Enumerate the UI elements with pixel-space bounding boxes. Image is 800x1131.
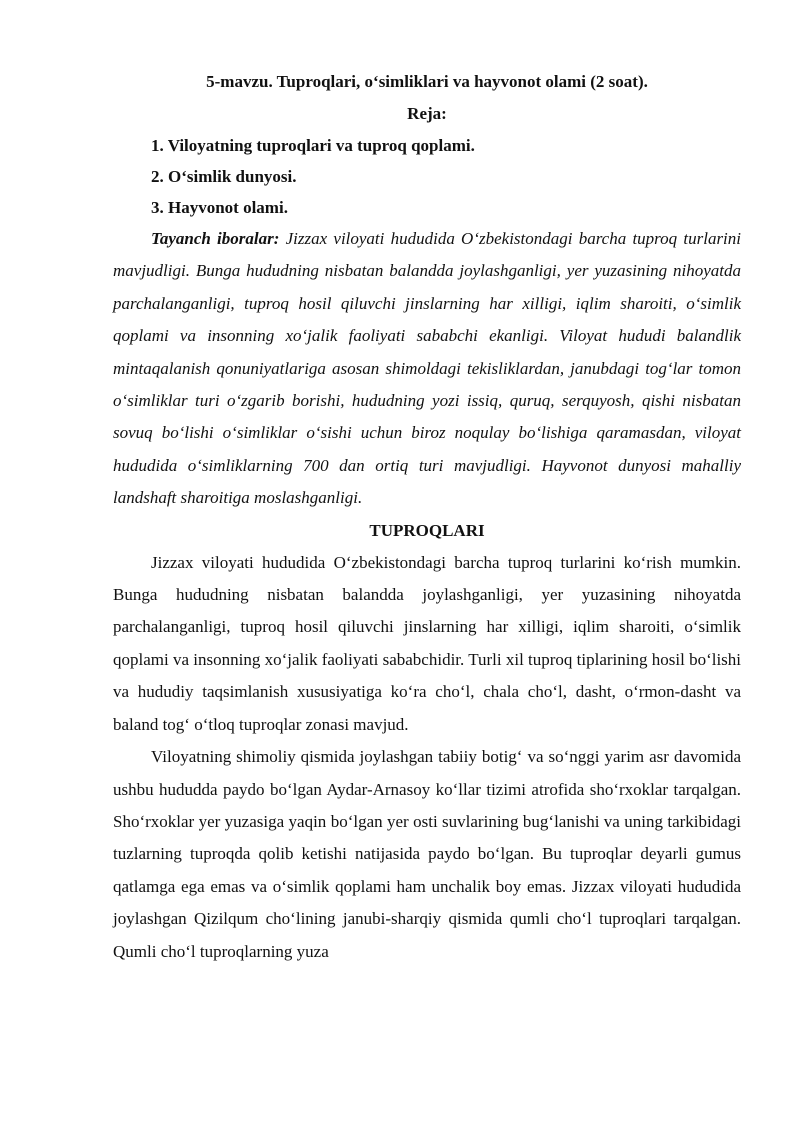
plan-item: 3. Hayvonot olami. [151, 198, 288, 217]
keywords-label: Tayanch iboralar: [151, 229, 280, 248]
plan-item: 1. Viloyatning tuproqlari va tuproq qoplami. [151, 136, 475, 155]
plan-heading: Reja: [407, 104, 447, 123]
plan-item: 2. O‘simlik dunyosi. [151, 167, 297, 186]
section-heading: TUPROQLARI [369, 520, 485, 540]
document-page [113, 66, 741, 968]
keywords-text: Jizzax viloyati hududida O‘zbekistondagi barcha tuproq turlarini mavjudligi. Bunga hududning nisbatan balandda joylashganligi, yer yuzasining nihoyatda parchalanganligi, tuproq hosil qiluvchi jinslarning har xilligi, iqlim sharoiti, o‘simlik qoplami va insonning xo‘jalik faoliyati sababchi ekanligi. Viloyat hududi balandlik mintaqalanish qonuniyatlariga asosan shimoldagi tekisliklardan, janubdagi tog‘lar tomon o‘simliklar turi o‘zgarib borishi, hududning yozi issiq, quruq, serquyosh, qishi nisbatan sovuq bo‘lishi o‘simliklar o‘sishi uchun biroz noqulay bo‘lishiga qaramasdan, viloyat hududida o‘simliklarning 700 dan ortiq turi mavjudligi. Hayvonot dunyosi mahalliy landshaft sharoitiga moslashganligi. [113, 229, 742, 508]
keywords-paragraph [113, 223, 741, 515]
body-paragraph: Viloyatning shimoliy qismida joylashgan tabiiy botig‘ va so‘nggi yarim asr davomida ushbu hududda paydo bo‘lgan Aydar-Arnasoy ko‘llar tizimi atrofida sho‘rxoklar tarqalgan. Sho‘rxoklar yer yuzasiga yaqin bo‘lgan yer osti suvlarining bug‘lanishi va uning tarkibidagi tuzlarning tuproqda qolib ketishi natijasida paydo bo‘lgan. Bu tuproqlar deyarli gumus qatlamga ega emas va o‘simlik qoplami ham unchalik boy emas. Jizzax viloyati hududida joylashgan Qizilqum cho‘lining janubi-sharqiy qismida qumli cho‘l tuproqlari tarqalgan. Qumli cho‘l tuproqlarning yuza [113, 747, 741, 961]
document-title: 5-mavzu. Tuproqlari, o‘simliklari va hayvonot olami (2 soat). [206, 72, 648, 91]
body-paragraph: Jizzax viloyati hududida O‘zbekistondagi barcha tuproq turlarini ko‘rish mumkin. Bunga hududning nisbatan balandda joylashganligi, yer yuzasining nihoyatda parchalanganligi, tuproq hosil qiluvchi jinslarning har xilligi, iqlim sharoiti, o‘simlik qoplami va insonning xo‘jalik faoliyati sababchidir. Turli xil tuproq tiplarining hosil bo‘lishi va hududiy taqsimlanish xususiyatiga ko‘ra cho‘l, chala cho‘l, dasht, o‘rmon-dasht va baland tog‘ o‘tloq tuproqlar zonasi mavjud. [113, 552, 742, 734]
